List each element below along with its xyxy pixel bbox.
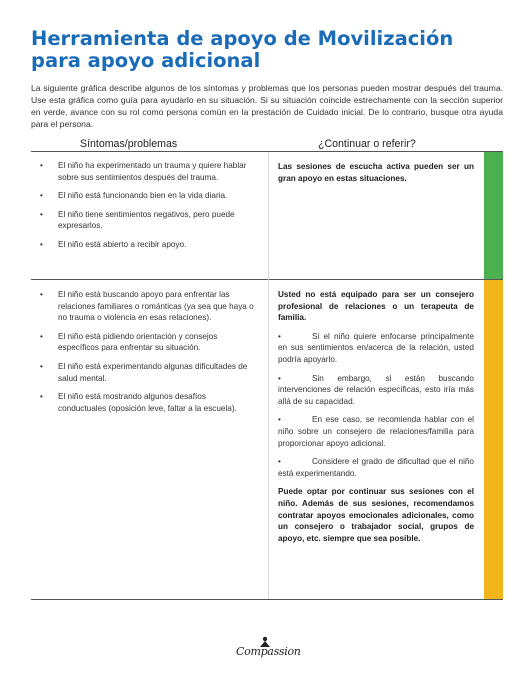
bullet-icon: • bbox=[278, 373, 281, 383]
advice-point-text: Si el niño quiere enfocarse principalmente en sus sentimientos en/acerca de la relación, usted podría apoyarlo. bbox=[278, 331, 474, 364]
section1-advice bbox=[278, 161, 474, 191]
list-item: • El niño ha experimentado un trauma y quiere hablar sobre sus sentimientos después del trauma. bbox=[58, 160, 256, 183]
advice-point-text: Sin embargo, si están buscando intervenciones de relación específicas, esto iría más allá de su capacidad. bbox=[278, 373, 474, 406]
advice-text: Las sesiones de escucha activa pueden ser un gran apoyo en estas situaciones. bbox=[278, 162, 474, 183]
section-divider bbox=[31, 279, 503, 280]
page-title: Herramienta de apoyo de Movilización para apoyo adicional bbox=[31, 27, 454, 72]
list-item: • El niño está funcionando bien en la vida diaria. bbox=[58, 190, 256, 202]
advice-point bbox=[278, 373, 474, 408]
advice-point-text: Considere el grado de dificultad que el niño está experimentando. bbox=[278, 457, 474, 478]
advice-point bbox=[278, 331, 474, 366]
advice-point bbox=[278, 456, 474, 479]
bullet-icon: • bbox=[278, 415, 281, 425]
section2-symptoms-list bbox=[58, 289, 256, 421]
advice-intro: Usted no está equipado para ser un consejero profesional de relaciones o un terapeuta de familia. bbox=[278, 290, 474, 323]
list-item: • El niño está abierto a recibir apoyo. bbox=[58, 239, 256, 251]
table-bottom-rule bbox=[31, 599, 503, 600]
list-item: • El niño está mostrando algunos desafíos conductuales (oposición leve, faltar a la escuela). bbox=[58, 391, 256, 414]
column-divider bbox=[268, 152, 269, 599]
bullet-icon: • bbox=[278, 331, 281, 341]
compassion-logo bbox=[236, 636, 301, 666]
section2-advice bbox=[278, 289, 474, 551]
table-top-rule bbox=[31, 151, 503, 152]
intro-paragraph: La siguiente gráfica describe algunos de los síntomas y problemas que los personas pueden mostrar después del trauma. Use esta gráfica como guía para ayudarlo en su situación. Si su situación coincide estrechamente con la sección superior en verde, avance con su rol como persona común en la prestación de Cuidado inicial. De lo contrario, busque otra ayuda para el persona. bbox=[31, 83, 503, 129]
green-status-bar bbox=[484, 152, 503, 279]
bullet-icon: • bbox=[278, 457, 281, 467]
advice-closing: Puede optar por continuar sus sesiones con el niño. Además de sus sesiones, recomendamos contratar apoyos emocionales adicionales, como un consejero o trabajador social, grupos de apoyo, etc. siempre que sea posible. bbox=[278, 487, 474, 543]
logo-text: Compassion bbox=[236, 645, 301, 658]
column-header-symptoms: Síntomas/problemas bbox=[80, 138, 178, 150]
section1-symptoms-list bbox=[58, 160, 256, 258]
advice-point-text: En ese caso, se recomienda hablar con el niño sobre un consejero de relaciones/familia para proporcionar apoyo adicional. bbox=[278, 415, 474, 448]
list-item: • El niño tiene sentimientos negativos, pero puede expresarlos. bbox=[58, 209, 256, 232]
list-item: • El niño está pidiendo orientación y consejos específicos para enfrentar su situación. bbox=[58, 331, 256, 354]
column-header-continue: ¿Continuar o referir? bbox=[318, 138, 416, 150]
advice-point bbox=[278, 414, 474, 449]
list-item: • El niño está experimentando algunas dificultades de salud mental. bbox=[58, 361, 256, 384]
list-item: • El niño está buscando apoyo para enfrentar las relaciones familiares o románticas (ya sea que haya o no trauma o violencia en esas relaciones). bbox=[58, 289, 256, 324]
yellow-status-bar bbox=[484, 280, 503, 599]
